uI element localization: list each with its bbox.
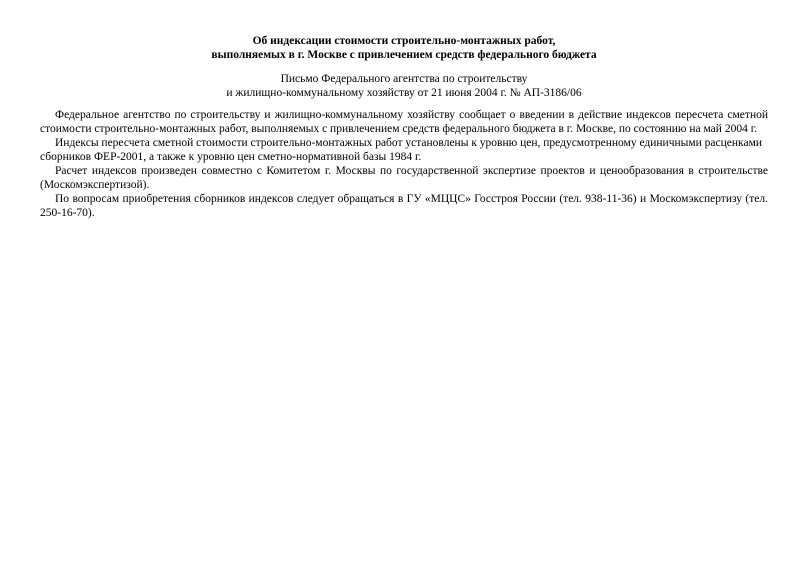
document-title-line-1: Об индексации стоимости строительно-монтажных работ,: [252, 35, 556, 47]
paragraph: По вопросам приобретения сборников индексов следует обращаться в ГУ «МЦЦС» Госстроя России (тел. 938-11-36) и Москомэкспертизу (тел. 250-16-70).: [40, 193, 768, 219]
document-subtitle-line-2: и жилищно-коммунальному хозяйству от 21 июня 2004 г. № АП-3186/06: [226, 87, 582, 99]
document-title: [40, 34, 768, 62]
document-subtitle-line-1: Письмо Федерального агентства по строительству: [280, 73, 528, 85]
paragraph: Индексы пересчета сметной стоимости строительно-монтажных работ установлены к уровню цен, предусмотренному единичными расценками сборников ФЕР-2001, а также к уровню цен сметно-нормативной базы 1984 г.: [40, 137, 762, 163]
paragraph: Расчет индексов произведен совместно с Комитетом г. Москвы по государственной экспертизе проектов и ценообразования в строительстве (Москомэкспертизой).: [40, 165, 768, 191]
document-title-line-2: выполняемых в г. Москве с привлечением средств федерального бюджета: [211, 49, 597, 61]
document-subtitle: [40, 72, 768, 100]
document-page: [40, 34, 768, 220]
paragraph: Федеральное агентство по строительству и жилищно-коммунальному хозяйству сообщает о введении в действие индексов пересчета сметной стоимости строительно-монтажных работ, выполняемых с привлечением средств федерального бюджета в г. Москве, по состоянию на май 2004 г.: [40, 109, 768, 135]
